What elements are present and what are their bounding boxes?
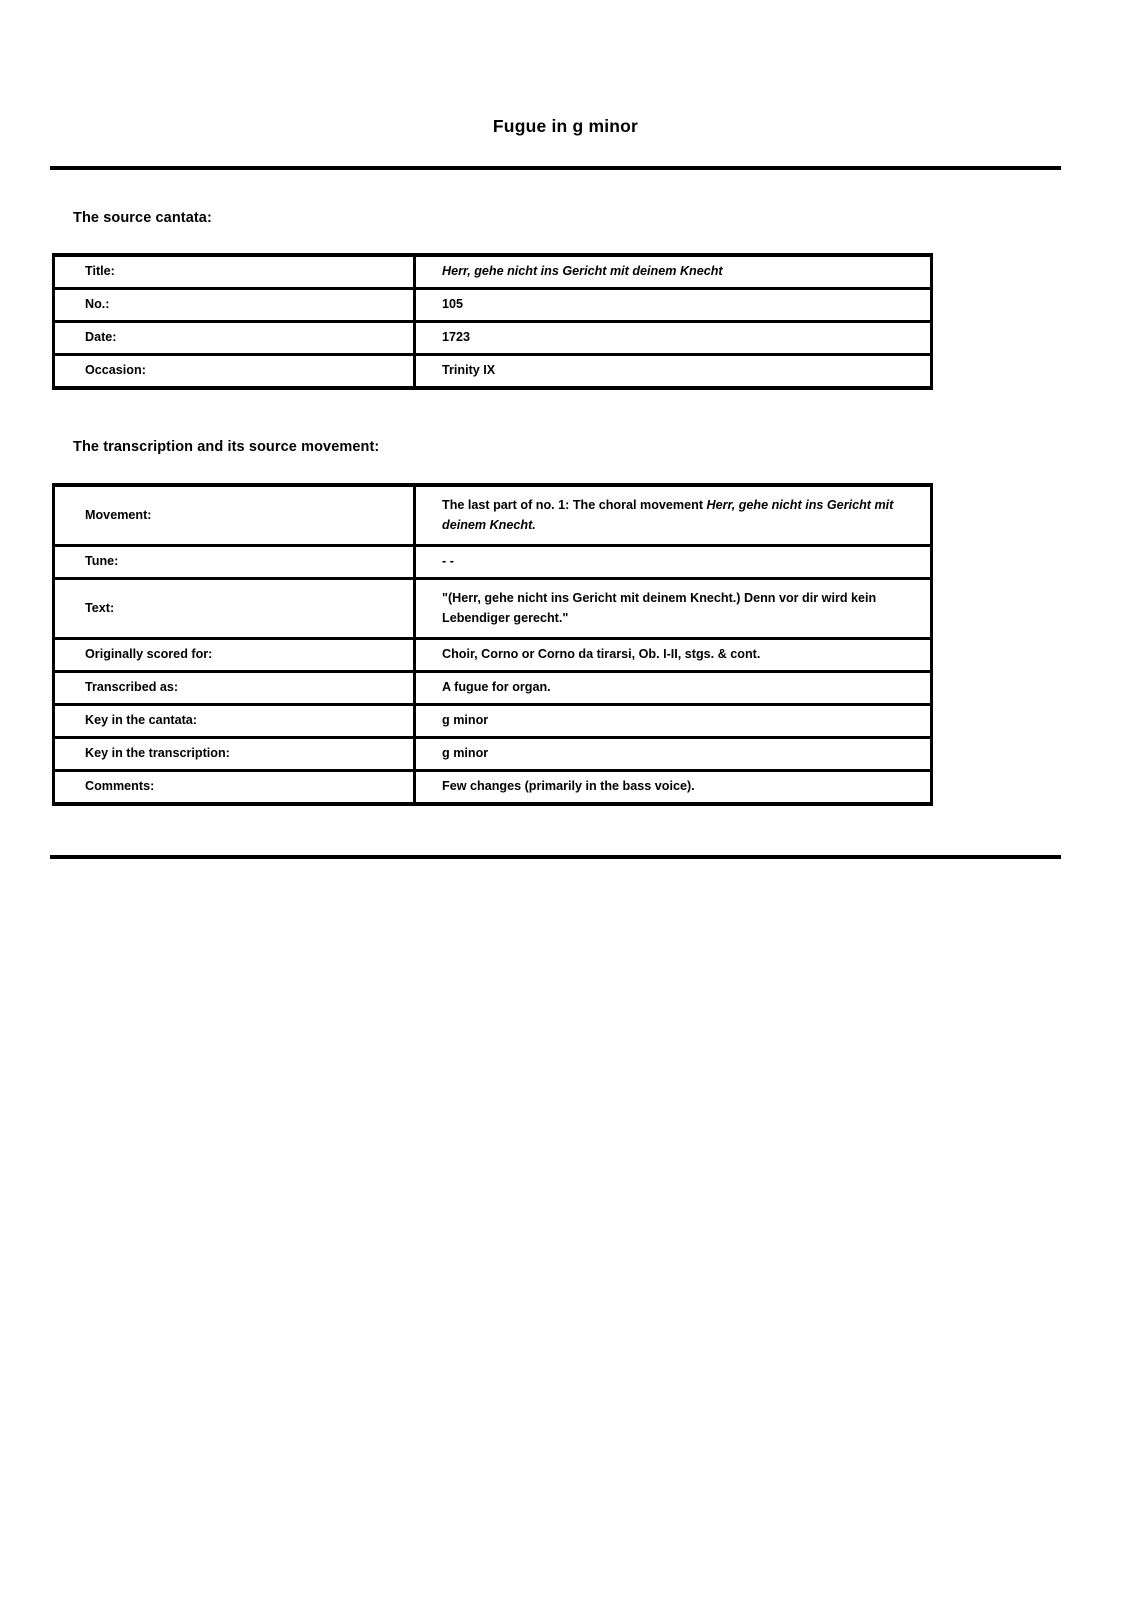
table-row: [54, 322, 932, 355]
table-row: [54, 579, 932, 639]
row-label-date: Date:: [54, 322, 415, 355]
movement-value-title: Herr, gehe nicht ins Gericht mit deinem Knecht.: [442, 497, 894, 532]
movement-value-prefix: The last part of no. 1: The choral movement: [442, 497, 707, 512]
row-value-title: Herr, gehe nicht ins Gericht mit deinem Knecht: [415, 255, 932, 289]
row-value-text: "(Herr, gehe nicht ins Gericht mit deinem Knecht.) Denn vor dir wird kein Lebendiger gerecht.": [415, 579, 932, 639]
section-heading-transcription: The transcription and its source movement:: [73, 439, 380, 455]
source-cantata-table: [52, 253, 933, 390]
table-row: [54, 672, 932, 705]
table-row: [54, 639, 932, 672]
row-value-tune: - -: [415, 546, 932, 579]
row-value-originally-scored-for: Choir, Corno or Corno da tirarsi, Ob. I-II, stgs. & cont.: [415, 639, 932, 672]
row-label-originally-scored-for: Originally scored for:: [54, 639, 415, 672]
row-label-title: Title:: [54, 255, 415, 289]
table-row: [54, 705, 932, 738]
table-row: [54, 546, 932, 579]
row-label-text: Text:: [54, 579, 415, 639]
row-value-comments: Few changes (primarily in the bass voice).: [415, 771, 932, 805]
row-value-date: 1723: [415, 322, 932, 355]
row-label-occasion: Occasion:: [54, 355, 415, 389]
row-value-transcribed-as: A fugue for organ.: [415, 672, 932, 705]
row-label-key-in-cantata: Key in the cantata:: [54, 705, 415, 738]
row-label-comments: Comments:: [54, 771, 415, 805]
footer-divider-rule: [50, 855, 1061, 859]
row-value-key-in-cantata: g minor: [415, 705, 932, 738]
row-label-movement: Movement:: [54, 485, 415, 546]
section-heading-source-cantata: The source cantata:: [73, 210, 212, 226]
table-row: [54, 255, 932, 289]
table-row: [54, 485, 932, 546]
table-row: [54, 355, 932, 389]
header-divider-rule: [50, 166, 1061, 170]
table-row: [54, 738, 932, 771]
row-label-transcribed-as: Transcribed as:: [54, 672, 415, 705]
row-value-movement: [415, 485, 932, 546]
table-row: [54, 289, 932, 322]
row-label-no: No.:: [54, 289, 415, 322]
row-value-key-in-transcription: g minor: [415, 738, 932, 771]
page-title: Fugue in g minor: [492, 116, 639, 136]
transcription-table: [52, 483, 933, 806]
row-label-tune: Tune:: [54, 546, 415, 579]
row-value-occasion: Trinity IX: [415, 355, 932, 389]
table-row: [54, 771, 932, 805]
row-label-key-in-transcription: Key in the transcription:: [54, 738, 415, 771]
row-value-no: 105: [415, 289, 932, 322]
